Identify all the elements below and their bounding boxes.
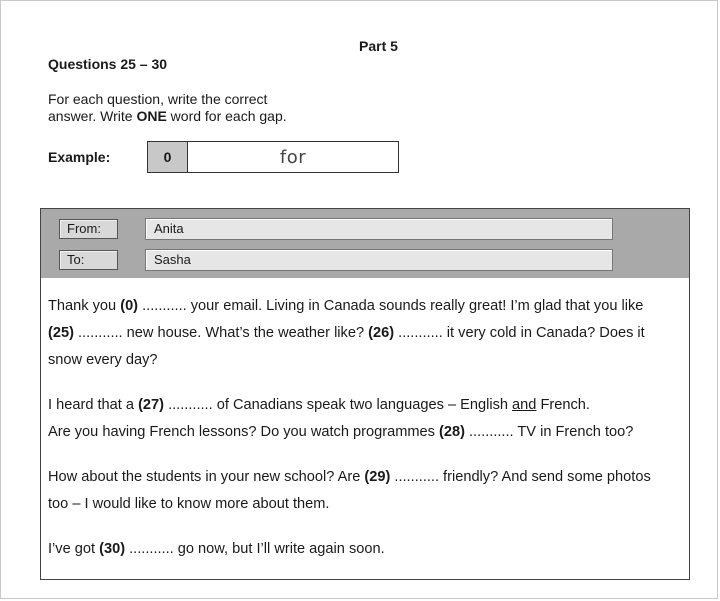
example-box [147, 141, 399, 173]
email-body [48, 293, 688, 563]
instructions-line-1: For each question, write the correct [48, 91, 268, 107]
instructions-text: answer. Write [48, 108, 137, 124]
body-text: ........... of Canadians speak two languages – English [164, 397, 513, 413]
question-number: (29) [364, 469, 391, 485]
question-number: (28) [438, 424, 465, 440]
body-text: ........... friendly? And send some photos [390, 469, 651, 485]
instructions-line-2 [48, 108, 287, 125]
part-title: Part 5 [359, 38, 398, 54]
body-text: I’ve got [48, 541, 100, 557]
instructions-emphasis: ONE [136, 108, 167, 124]
to-field: Sasha [145, 249, 613, 271]
body-text: I heard that a [48, 397, 139, 413]
paragraph-1-line-2 [48, 320, 688, 347]
question-number: (26) [368, 325, 395, 341]
body-text: ........... it very cold in Canada? Does it [394, 325, 645, 341]
body-text: ........... TV in French too? [464, 424, 634, 440]
instructions [48, 91, 287, 125]
question-number: (30) [99, 541, 126, 557]
to-label: To: [59, 250, 118, 270]
body-text: ........... go now, but I’ll write again soon. [125, 541, 385, 557]
body-text: ........... new house. What’s the weather like? [73, 325, 369, 341]
instructions-text: word for each gap. [166, 108, 287, 124]
body-text: How about the students in your new school? Are [48, 469, 365, 485]
example-label: Example: [48, 149, 111, 165]
example-number: 0 [148, 142, 188, 172]
body-text: ........... your email. Living in Canada sounds really great! I’m glad that you like [138, 298, 644, 314]
paragraph-2-line-1 [48, 392, 688, 419]
paragraph-1-line-1 [48, 293, 688, 320]
question-number: (27) [138, 397, 165, 413]
question-number: (25) [48, 325, 74, 341]
body-text: French. [536, 397, 590, 413]
body-text: Thank you [48, 298, 121, 314]
from-field: Anita [145, 218, 613, 240]
paragraph-3-line-1 [48, 464, 688, 491]
paragraph-4-line-1 [48, 536, 688, 563]
email-panel [40, 208, 690, 580]
paragraph-2-line-2 [48, 419, 688, 446]
question-number: (0) [120, 298, 139, 314]
from-label: From: [59, 219, 118, 239]
email-header [41, 209, 689, 278]
body-text: Are you having French lessons? Do you watch programmes [48, 424, 439, 440]
questions-title: Questions 25 – 30 [48, 56, 168, 72]
example-answer: for [279, 146, 307, 168]
paragraph-3-line-2: too – I would like to know more about them. [48, 496, 330, 512]
underlined-word: and [512, 397, 537, 413]
paragraph-1-line-3: snow every day? [48, 352, 158, 368]
